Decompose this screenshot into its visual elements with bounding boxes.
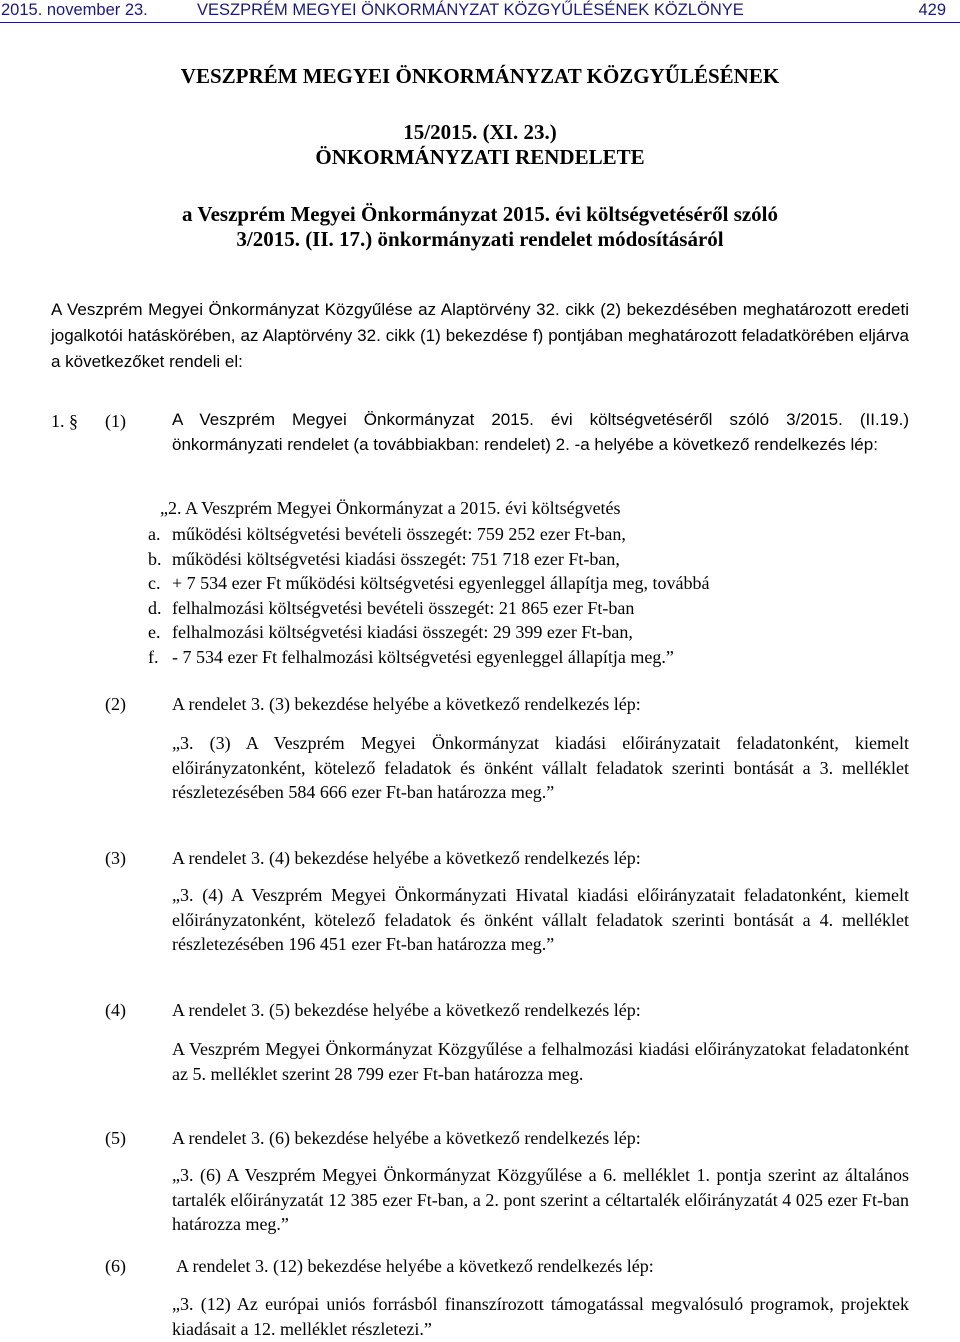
list-item xyxy=(148,620,908,645)
list-item-text: felhalmozási költségvetési kiadási összegét: 29 399 ezer Ft-ban, xyxy=(172,622,633,642)
title-number: 15/2015. (XI. 23.) xyxy=(403,120,557,144)
header-journal-title: VESZPRÉM MEGYEI ÖNKORMÁNYZAT KÖZGYŰLÉSÉNEK KÖZLÖNYE xyxy=(197,1,744,19)
paragraph-5-intro: A rendelet 3. (6) bekezdése helyébe a következő rendelkezés lép: xyxy=(172,1128,641,1148)
list-item-text: működési költségvetési bevételi összegét: 759 252 ezer Ft-ban, xyxy=(172,524,626,544)
paragraph-4-quote: A Veszprém Megyei Önkormányzat Közgyűlése a felhalmozási kiadási előirányzatokat feladatonként az 5. melléklet szerint 28 799 ezer Ft-ban határozza meg. xyxy=(172,1039,909,1084)
paragraph-4-intro: A rendelet 3. (5) bekezdése helyébe a következő rendelkezés lép: xyxy=(172,1000,641,1020)
title-subject-line1: a Veszprém Megyei Önkormányzat 2015. évi költségvetéséről szóló xyxy=(181,202,779,226)
list-item xyxy=(148,596,908,621)
paragraph-1-number: (1) xyxy=(105,411,126,431)
list-item xyxy=(148,571,908,596)
list-item xyxy=(148,522,908,547)
header-page-number: 429 xyxy=(918,1,946,19)
paragraph-5-number: (5) xyxy=(105,1128,126,1148)
list-item xyxy=(148,645,908,670)
title-subject-line2: 3/2015. (II. 17.) önkormányzati rendelet módosításáról xyxy=(236,227,724,251)
preamble: A Veszprém Megyei Önkormányzat Közgyűlése az Alaptörvény 32. cikk (2) bekezdésében meghatározott eredeti jogalkotói hatáskörében, az Alaptörvény 32. cikk (1) bekezdése f) pontjában meghatározott feladatkörében eljárva a következőket rendeli el: xyxy=(51,300,909,371)
paragraph-2-intro: A rendelet 3. (3) bekezdése helyébe a következő rendelkezés lép: xyxy=(172,694,641,714)
title-issuer: VESZPRÉM MEGYEI ÖNKORMÁNYZAT KÖZGYŰLÉSÉNEK xyxy=(180,64,780,88)
paragraph-1-text: A Veszprém Megyei Önkormányzat 2015. évi költségvetéséről szóló 3/2015. (II.19.) önkormányzati rendelet (a továbbiakban: rendelet) 2. -a helyébe a következő rendelkezés lép: xyxy=(172,410,909,454)
paragraph-2-quote: „3. (3) A Veszprém Megyei Önkormányzat kiadási előirányzatait feladatonként, kiemelt előirányzatonként, kötelező feladatok és önként vállalt feladatok szerinti bontását a 3. melléklet részletezésében 584 666 ezer Ft-ban határozza meg.” xyxy=(172,733,909,802)
paragraph-6-intro: A rendelet 3. (12) bekezdése helyébe a következő rendelkezés lép: xyxy=(176,1256,654,1276)
paragraph-4-number: (4) xyxy=(105,1000,126,1020)
list-item-text: + 7 534 ezer Ft működési költségvetési egyenleggel állapítja meg, továbbá xyxy=(172,573,710,593)
paragraph-3-quote: „3. (4) A Veszprém Megyei Önkormányzati Hivatal kiadási előirányzatait feladatonként, kiemelt előirányzatonként, kötelező feladatok és önként vállalt feladatok szerinti bontását a 4. melléklet részletezésében 196 451 ezer Ft-ban határozza meg.” xyxy=(172,885,909,954)
section-number: 1. xyxy=(51,411,65,431)
list-item-letter: b. xyxy=(148,548,162,569)
paragraph-6-quote: „3. (12) Az európai uniós forrásból finanszírozott támogatással megvalósuló programok, projektek kiadásait a 12. melléklet részletezi.” xyxy=(172,1294,909,1339)
list-item-letter: d. xyxy=(148,597,162,618)
header-rule xyxy=(0,22,960,23)
list-item-letter: a. xyxy=(148,524,161,544)
list-item-text: felhalmozási költségvetési bevételi összegét: 21 865 ezer Ft-ban xyxy=(172,597,635,618)
list-item-letter: f. xyxy=(148,646,159,667)
amendment-2-list xyxy=(148,522,908,669)
title-type: ÖNKORMÁNYZATI RENDELETE xyxy=(315,145,645,169)
page-header xyxy=(0,0,960,22)
paragraph-2-number: (2) xyxy=(105,694,126,714)
list-item-text: működési költségvetési kiadási összegét: 751 718 ezer Ft-ban, xyxy=(172,548,620,569)
paragraph-5-quote: „3. (6) A Veszprém Megyei Önkormányzat Közgyűlése a 6. melléklet 1. pontja szerint az általános tartalék előirányzatát 12 385 ezer Ft-ban, a 2. pont szerint a céltartalék előirányzatát 4 025 ezer Ft-ban határozza meg.” xyxy=(172,1165,909,1234)
header-date: 2015. november 23. xyxy=(1,1,148,19)
paragraph-3-intro: A rendelet 3. (4) bekezdése helyébe a következő rendelkezés lép: xyxy=(172,848,641,868)
paragraph-3-number: (3) xyxy=(105,848,126,868)
list-item xyxy=(148,547,908,572)
paragraph-6-number: (6) xyxy=(105,1256,126,1276)
section-sign-icon: § xyxy=(69,411,78,431)
amendment-2-heading: „2. A Veszprém Megyei Önkormányzat a 2015. évi költségvetés xyxy=(160,498,621,518)
list-item-letter: c. xyxy=(148,573,161,593)
list-item-letter: e. xyxy=(148,622,161,642)
list-item-text: - 7 534 ezer Ft felhalmozási költségvetési egyenleggel állapítja meg.” xyxy=(172,646,674,667)
